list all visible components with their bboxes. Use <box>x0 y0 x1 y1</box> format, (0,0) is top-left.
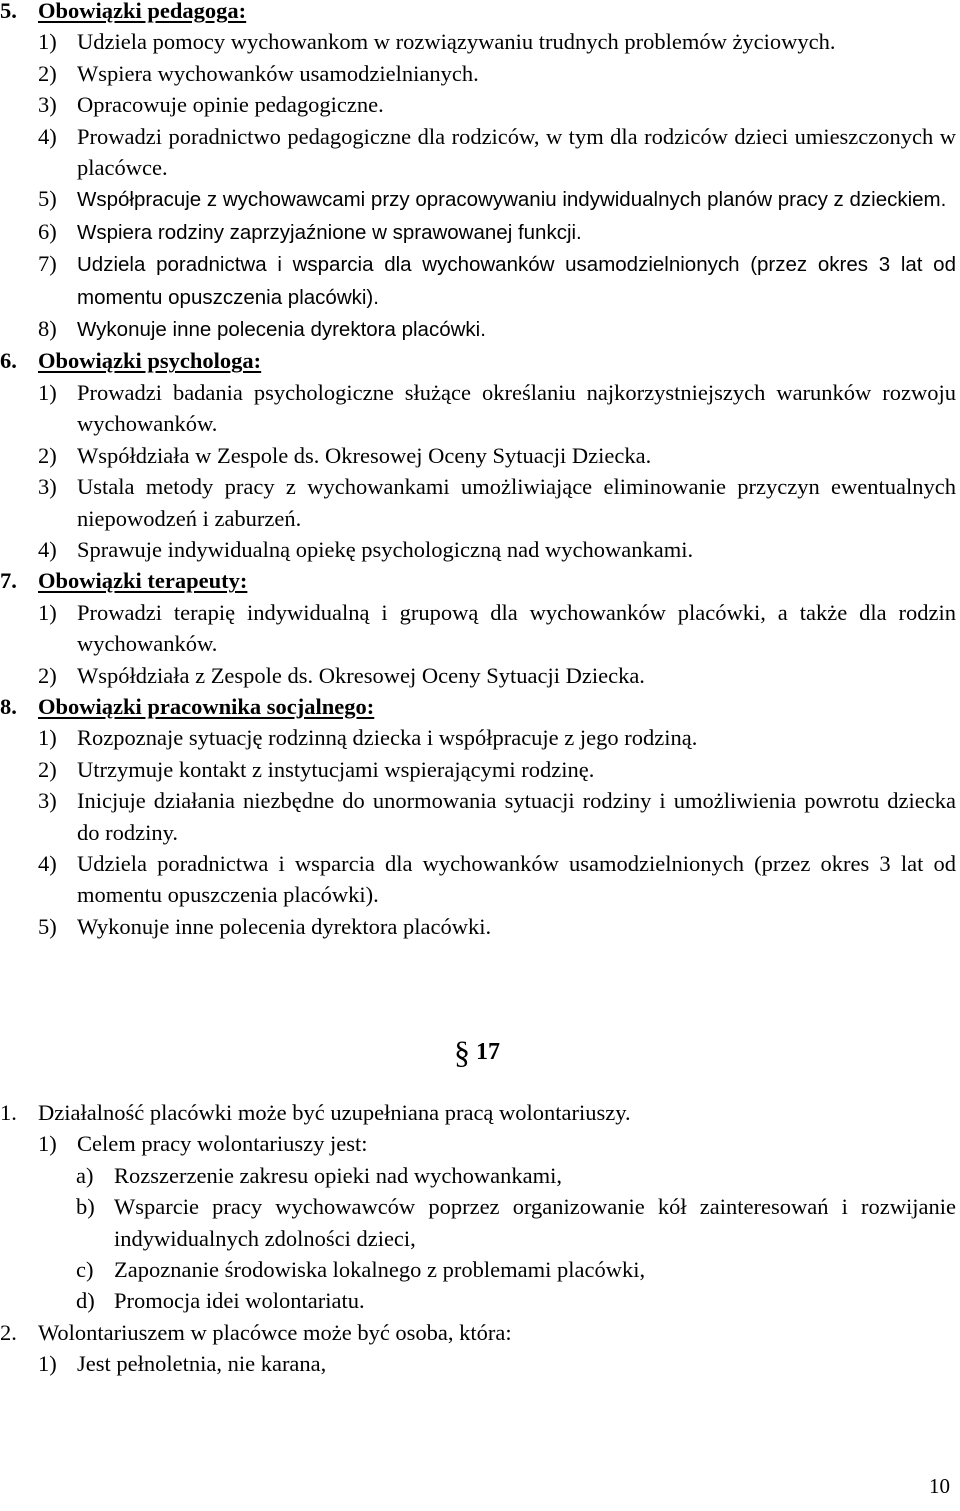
section-number: 5. <box>0 0 17 23</box>
item-text: Wsparcie pracy wychowawców poprzez organizowanie kół zainteresowań i rozwijanie indywidualnych zdolności dzieci, <box>114 1194 956 1251</box>
section-number: 8. <box>0 693 17 719</box>
list-item <box>0 848 960 911</box>
section-number: 6. <box>0 348 17 374</box>
section-heading <box>0 565 960 596</box>
list-item <box>0 58 960 89</box>
point-text: Działalność placówki może być uzupełniana pracą wolontariuszy. <box>38 1100 631 1125</box>
item-number: 3) <box>38 92 57 118</box>
letter-item <box>0 1254 960 1285</box>
list-item <box>0 1348 960 1379</box>
paragraph-sign: § <box>454 1034 470 1070</box>
list-item <box>0 377 960 440</box>
item-text: Wykonuje inne polecenia dyrektora placówki. <box>77 318 486 342</box>
letter-item <box>0 1285 960 1316</box>
list-item <box>0 722 960 753</box>
list-item <box>0 313 960 345</box>
letter-item <box>0 1191 960 1254</box>
list-item <box>0 1128 960 1159</box>
list-item <box>0 597 960 660</box>
letter-item <box>0 1160 960 1191</box>
list-item <box>0 785 960 848</box>
volunteer-section <box>0 1097 960 1380</box>
item-text: Sprawuje indywidualną opiekę psychologiczną nad wychowankami. <box>77 536 694 562</box>
item-text: Promocja idei wolontariatu. <box>114 1288 365 1314</box>
point-number: 1. <box>0 1100 17 1125</box>
item-text: Prowadzi poradnictwo pedagogiczne dla rodziców, w tym dla rodziców dzieci umieszczonych w placówce. <box>77 123 956 181</box>
item-number: 1) <box>38 29 57 55</box>
item-text: Rozszerzenie zakresu opieki nad wychowankami, <box>114 1162 562 1188</box>
list-item <box>0 248 960 313</box>
list-item <box>0 26 960 57</box>
item-number: 2) <box>38 60 57 86</box>
list-item <box>0 121 960 184</box>
item-number: 5) <box>38 186 57 212</box>
item-text: Inicjuje działania niezbędne do unormowania sytuacji rodziny i umożliwienia powrotu dziecka do rodziny. <box>77 788 956 845</box>
section-title: Obowiązki pedagoga: <box>38 0 247 23</box>
item-number: 3) <box>38 788 57 814</box>
item-text: Rozpoznaje sytuację rodzinną dziecka i współpracuje z jego rodziną. <box>77 725 698 751</box>
item-letter: c) <box>76 1257 94 1283</box>
item-text: Jest pełnoletnia, nie karana, <box>77 1351 327 1377</box>
item-text: Prowadzi badania psychologiczne służące określaniu najkorzystniejszych warunków rozwoju wychowanków. <box>77 379 956 437</box>
item-number: 1) <box>38 379 57 405</box>
section-title: Obowiązki terapeuty: <box>38 568 248 594</box>
section-number: 7. <box>0 568 17 594</box>
numbered-point <box>0 1097 960 1128</box>
item-text: Opracowuje opinie pedagogiczne. <box>77 92 384 118</box>
item-number: 8) <box>38 316 57 342</box>
item-text: Współpracuje z wychowawcami przy opracowywaniu indywidualnych planów pracy z dzieckiem. <box>77 188 947 212</box>
section-heading <box>0 345 960 376</box>
list-item <box>0 471 960 534</box>
paragraph-heading <box>454 1034 500 1070</box>
item-number: 4) <box>38 123 57 149</box>
item-text: Współdziała z Zespole ds. Okresowej Oceny Sytuacji Dziecka. <box>77 662 645 688</box>
item-letter: d) <box>76 1288 95 1314</box>
list-item <box>0 183 960 215</box>
point-text: Wolontariuszem w placówce może być osoba, która: <box>38 1319 512 1345</box>
point-number: 2. <box>0 1319 17 1345</box>
list-item <box>0 660 960 691</box>
item-text: Ustala metody pracy z wychowankami umożliwiające eliminowanie przyczyn ewentualnych niepowodzeń i zaburzeń. <box>77 474 956 531</box>
item-number: 4) <box>38 536 57 562</box>
list-item <box>0 89 960 120</box>
section-heading <box>0 691 960 722</box>
page-number: 10 <box>929 1474 950 1498</box>
list-item <box>0 534 960 565</box>
item-number: 1) <box>38 599 57 625</box>
item-text: Prowadzi terapię indywidualną i grupową dla wychowanków placówki, a także dla rodzin wychowanków. <box>77 599 956 657</box>
item-number: 2) <box>38 756 57 782</box>
item-number: 2) <box>38 662 57 688</box>
item-number: 3) <box>38 474 57 500</box>
item-number: 2) <box>38 442 57 468</box>
item-number: 5) <box>38 913 57 939</box>
item-text: Wspiera wychowanków usamodzielnianych. <box>77 60 479 86</box>
item-letter: a) <box>76 1162 94 1188</box>
item-text: Utrzymuje kontakt z instytucjami wspierającymi rodzinę. <box>77 756 595 782</box>
item-text: Udziela poradnictwa i wsparcia dla wychowanków usamodzielnionych (przez okres 3 lat od momentu opuszczenia placówki). <box>77 253 956 309</box>
numbered-point <box>0 1317 960 1348</box>
item-text: Współdziała w Zespole ds. Okresowej Oceny Sytuacji Dziecka. <box>77 442 652 468</box>
item-number: 6) <box>38 218 57 244</box>
section-heading <box>0 0 960 26</box>
item-number: 1) <box>38 1131 57 1157</box>
item-number: 4) <box>38 850 57 876</box>
item-number: 1) <box>38 1351 57 1377</box>
section-title: Obowiązki psychologa: <box>38 348 262 374</box>
list-item <box>0 440 960 471</box>
item-text: Zapoznanie środowiska lokalnego z problemami placówki, <box>114 1257 646 1283</box>
item-letter: b) <box>76 1194 95 1220</box>
item-text: Udziela pomocy wychowankom w rozwiązywaniu trudnych problemów życiowych. <box>77 29 836 55</box>
item-number: 1) <box>38 725 57 751</box>
item-text: Celem pracy wolontariuszy jest: <box>77 1131 368 1157</box>
item-text: Wspiera rodziny zaprzyjaźnione w sprawowanej funkcji. <box>77 220 582 244</box>
item-text: Wykonuje inne polecenia dyrektora placówki. <box>77 913 492 939</box>
list-item <box>0 216 960 248</box>
paragraph-number: 17 <box>476 1039 500 1065</box>
section-title: Obowiązki pracownika socjalnego: <box>38 693 375 719</box>
item-number: 7) <box>38 251 57 277</box>
list-item <box>0 911 960 942</box>
item-text: Udziela poradnictwa i wsparcia dla wychowanków usamodzielnionych (przez okres 3 lat od momentu opuszczenia placówki). <box>77 850 956 908</box>
list-item <box>0 754 960 785</box>
